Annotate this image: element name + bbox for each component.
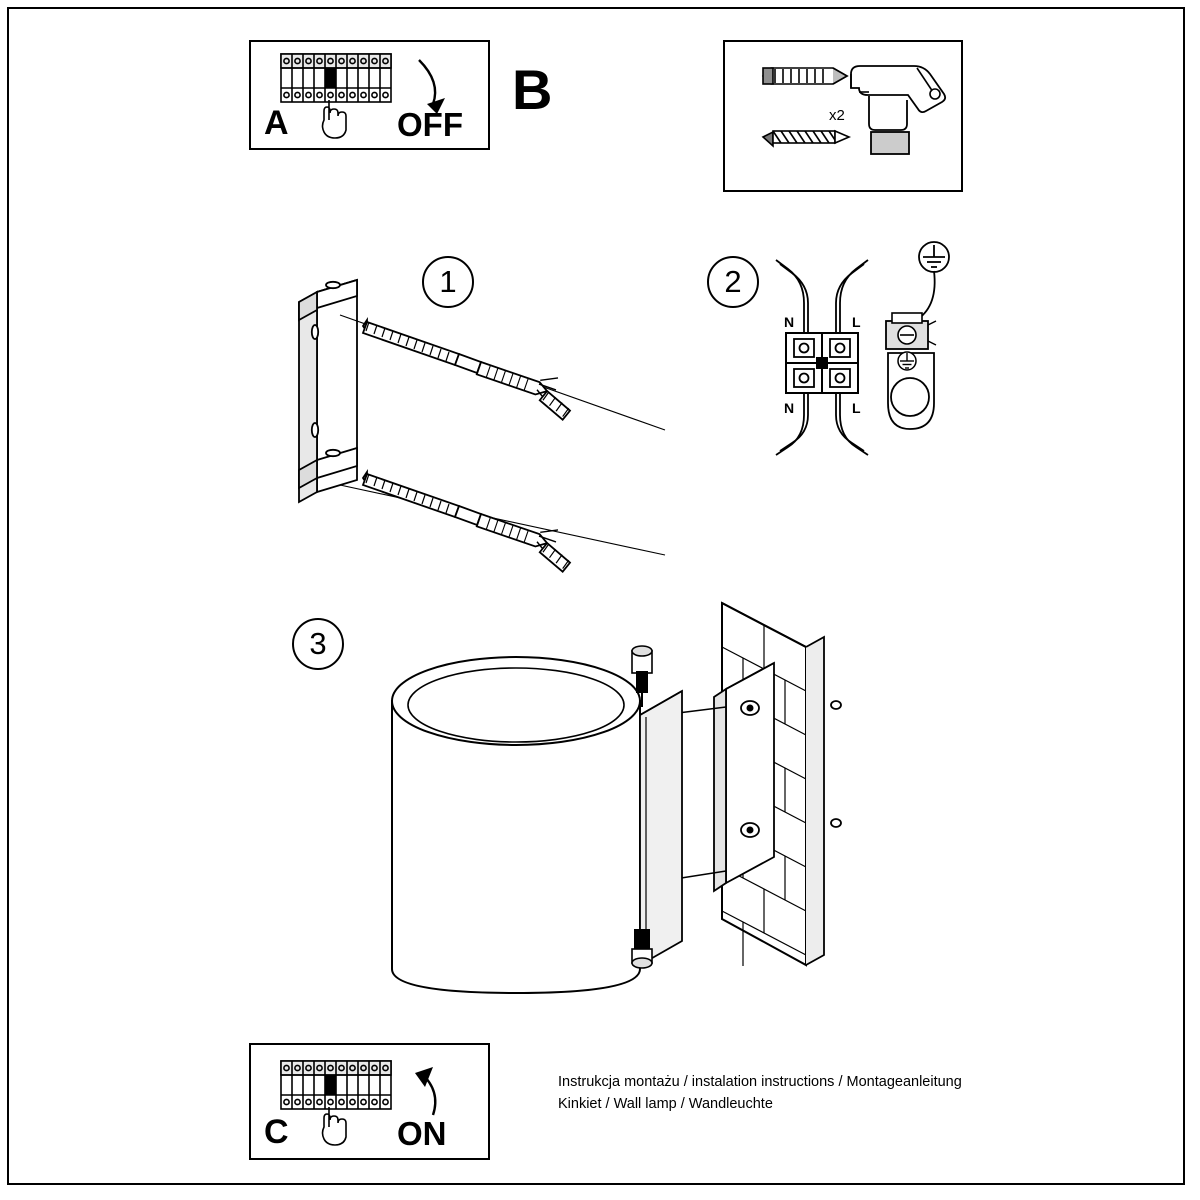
footer-subtitle: Kinkiet / Wall lamp / Wandleuchte: [558, 1096, 773, 1112]
panel-c-letter: C: [264, 1113, 289, 1151]
panel-c: [249, 1043, 490, 1160]
step-2-badge: 2: [707, 256, 759, 308]
tools-diagram: [725, 42, 961, 190]
panel-a: [249, 40, 490, 150]
panel-a-letter: A: [264, 104, 289, 142]
step-3-diagram: [370, 595, 870, 1000]
step-1-badge: 1: [422, 256, 474, 308]
panel-b-tools: [723, 40, 963, 192]
panel-c-action-label: ON: [397, 1115, 447, 1152]
terminal-label-l-top: L: [852, 314, 861, 330]
panel-a-action-label: OFF: [397, 106, 463, 143]
terminal-label-n-bottom: N: [784, 400, 795, 416]
terminal-label-n-top: N: [784, 314, 795, 330]
step-2-diagram: [760, 225, 990, 500]
step-1-diagram: [295, 270, 715, 580]
plug-quantity-label: x2: [829, 107, 845, 124]
step-3-badge: 3: [292, 618, 344, 670]
panel-b-letter: B: [512, 58, 553, 121]
terminal-label-l-bottom: L: [852, 400, 861, 416]
footer-title: Instrukcja montażu / instalation instructions / Montageanleitung: [558, 1074, 962, 1090]
